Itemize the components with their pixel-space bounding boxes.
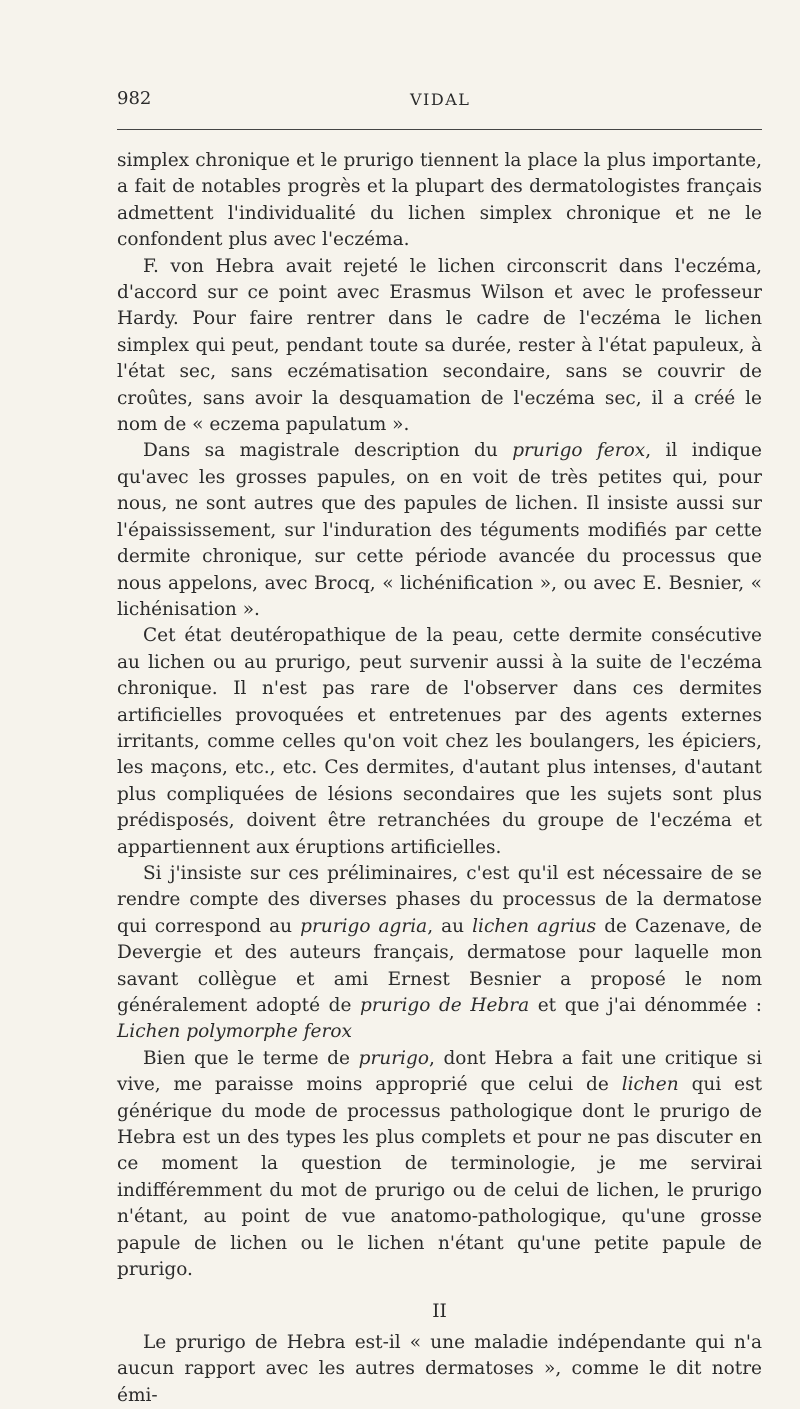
paragraph-p2 (117, 254, 762, 439)
text-segment: qui est générique du mode de processus pathologique dont le prurigo de Hebra est un des types les plus complets et pour ne pas discuter en ce moment la question de terminologie, je me servirai indifféremment du mot de prurigo ou de celui de lichen, le prurigo n'étant, au point de vue anatomo-pathologique, qu'une grosse papule de lichen ou le lichen n'étant qu'une petite papule de prurigo. (117, 1074, 763, 1281)
italic-term: lichen agrius (472, 915, 597, 937)
text-segment: , il indique qu'avec les grosses papules, on en voit de très petites qui, pour nous, ne sont autres que des papules de lichen. Il insiste aussi sur l'épaississement, sur l'induration des téguments modifiés par cette dermite chronique, sur cette période avancée du processus que nous appelons, avec Brocq, « lichénification », ou avec E. Besnier, « lichénisation ». (117, 440, 763, 620)
paragraph-p3 (117, 438, 762, 623)
text-segment: simplex chronique et le prurigo tiennent la place la plus importante, a fait de notables progrès et la plupart des dermatologistes français admettent l'individualité du lichen simplex chronique et ne le confondent plus avec l'eczéma. (117, 150, 762, 251)
paragraph-p4 (117, 623, 762, 861)
main-paragraphs (117, 148, 762, 1283)
text-segment: F. von Hebra avait rejeté le lichen circonscrit dans l'eczéma, d'accord sur ce point avec Erasmus Wilson et avec le professeur Hardy. Pour faire rentrer dans le cadre de l'eczéma le lichen simplex qui peut, pendant toute sa durée, rester à l'état papuleux, à l'état sec, sans eczématisation secondaire, sans se couvrir de croûtes, sans avoir la desquamation de l'eczéma sec, il a créé le nom de « eczema papulatum ». (117, 255, 762, 436)
header-rule (117, 129, 762, 130)
text-segment: Bien que le terme de (143, 1047, 359, 1069)
text-segment: , dont Hebra a fait une critique si vive, me paraisse moins approprié que celui de (117, 1047, 762, 1096)
paragraph-p7 (117, 1330, 762, 1409)
italic-term: prurigo (358, 1047, 429, 1069)
italic-term: Lichen polymorphe ferox (117, 1021, 352, 1043)
page-number: 982 (117, 88, 152, 109)
text-segment: Cet état deutéropathique de la peau, cette dermite consécutive au lichen ou au prurigo, peut survenir aussi à la suite de l'eczéma chronique. Il n'est pas rare de l'observer dans ces dermites artificielles provoquées et entretenues par des agents externes irritants, comme celles qu'on voit chez les boulangers, les épiciers, les maçons, etc., etc. Ces dermites, d'autant plus intenses, d'autant plus compliquées de lésions secondaires que les sujets sont plus prédisposés, doivent être retranchées du groupe de l'eczéma et appartiennent aux éruptions artificielles. (117, 625, 762, 858)
text-segment: Si j'insiste sur ces préliminaires, c'est qu'il est nécessaire de se rendre compte des diverses phases du processus de la dermatose qui correspond au (117, 862, 762, 937)
italic-term: lichen (621, 1074, 679, 1096)
section-heading: II (432, 1301, 447, 1323)
italic-term: prurigo agria (300, 915, 428, 937)
body-text (117, 148, 762, 1409)
text-segment: et que j'ai dénommée : (529, 995, 762, 1016)
text-segment: de Cazenave, de Devergie et des auteurs français, dermatose pour laquelle mon savant collègue et ami Ernest Besnier a proposé le nom généralement adopté de (117, 915, 762, 1016)
paragraph-p6 (117, 1046, 762, 1284)
italic-term: prurigo de Hebra (360, 995, 530, 1016)
italic-term: prurigo ferox (512, 440, 646, 462)
running-title: VIDAL (410, 90, 471, 109)
section-paragraphs (117, 1330, 762, 1409)
text-segment: , au (427, 915, 473, 937)
running-head (117, 88, 762, 114)
text-segment: Dans sa magistrale description du (143, 440, 513, 462)
paragraph-p5 (117, 861, 762, 1046)
paragraph-p1 (117, 148, 762, 254)
text-segment: Le prurigo de Hebra est-il « une maladie indépendante qui n'a aucun rapport avec les autres dermatoses », comme le dit notre émi- (117, 1331, 762, 1406)
